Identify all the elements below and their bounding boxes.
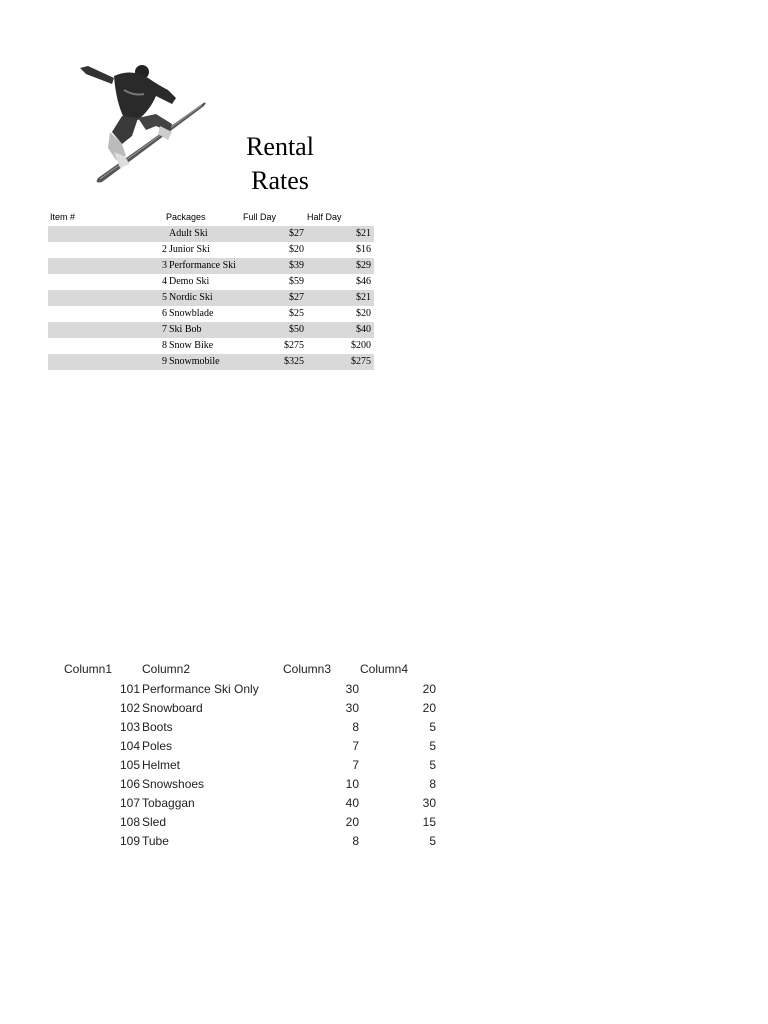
table-row bbox=[60, 756, 436, 775]
cell-column2: Helmet bbox=[142, 758, 181, 772]
cell-half-day: $200 bbox=[351, 340, 371, 351]
table-row bbox=[60, 774, 436, 793]
cell-column1: 102 bbox=[119, 701, 140, 716]
cell-column2: Performance Ski Only bbox=[142, 682, 259, 697]
cell-column3: 7 bbox=[352, 739, 359, 754]
cell-item-number: 3 bbox=[160, 258, 167, 274]
cell-column3: 40 bbox=[345, 795, 359, 810]
cell-column2: Tube bbox=[142, 833, 169, 848]
cell-column1: 103 bbox=[119, 720, 140, 735]
table-row bbox=[48, 274, 374, 290]
header-packages: Packages bbox=[166, 212, 206, 222]
header-item: Item # bbox=[50, 212, 76, 222]
header-column2: Column2 bbox=[142, 662, 191, 676]
cell-column4: 15 bbox=[422, 814, 436, 829]
cell-column2: Snowshoes bbox=[142, 776, 205, 791]
cell-column4: 5 bbox=[429, 833, 436, 848]
cell-column3: 20 bbox=[345, 814, 359, 829]
cell-package: Snow Bike bbox=[169, 340, 214, 351]
cell-half-day: $29 bbox=[304, 258, 374, 274]
title-line-1: Rental bbox=[246, 132, 314, 161]
cell-spacer bbox=[48, 258, 160, 274]
cell-half-day: $40 bbox=[304, 322, 374, 338]
rates-table-header bbox=[48, 211, 374, 225]
table-row bbox=[48, 226, 374, 242]
cell-half-day: $16 bbox=[356, 244, 371, 255]
cell-column1: 106 bbox=[119, 776, 140, 791]
cell-half-day: $275 bbox=[304, 354, 374, 370]
cell-column3: 30 bbox=[345, 682, 359, 697]
cell-half-day: $21 bbox=[304, 290, 374, 306]
table-row bbox=[48, 306, 374, 322]
cell-column3: 8 bbox=[352, 720, 359, 735]
cell-column3: 8 bbox=[352, 833, 359, 848]
cell-full-day: $59 bbox=[289, 276, 304, 287]
cell-column2: Poles bbox=[142, 739, 173, 754]
cell-spacer bbox=[48, 306, 160, 322]
cell-full-day: $20 bbox=[289, 244, 304, 255]
rental-rates-table bbox=[48, 226, 374, 370]
header-full-day: Full Day bbox=[243, 212, 277, 222]
cell-spacer bbox=[48, 274, 160, 290]
cell-half-day: $20 bbox=[356, 308, 371, 319]
table-row bbox=[48, 354, 374, 370]
cell-column4: 5 bbox=[429, 758, 436, 772]
cell-spacer bbox=[48, 338, 160, 354]
snowboarder-image bbox=[74, 60, 210, 184]
equipment-table bbox=[60, 680, 436, 850]
cell-column2: Sled bbox=[142, 814, 167, 829]
cell-column4: 20 bbox=[422, 682, 436, 697]
cell-column1: 104 bbox=[119, 739, 140, 754]
cell-full-day: $27 bbox=[251, 226, 304, 242]
table-row bbox=[48, 338, 374, 354]
cell-column3: 7 bbox=[352, 758, 359, 772]
cell-full-day: $275 bbox=[284, 340, 304, 351]
cell-column4: 8 bbox=[429, 776, 436, 791]
table-row bbox=[60, 793, 436, 812]
cell-package: Adult Ski bbox=[167, 226, 251, 242]
cell-column4: 30 bbox=[422, 795, 436, 810]
cell-package: Snowmobile bbox=[167, 354, 251, 370]
cell-half-day: $21 bbox=[304, 226, 374, 242]
header-column1: Column1 bbox=[64, 662, 113, 676]
table-row bbox=[60, 718, 436, 737]
cell-package: Ski Bob bbox=[167, 322, 251, 338]
equipment-table-header bbox=[0, 662, 500, 680]
cell-item-number: 2 bbox=[162, 244, 167, 255]
cell-package: Junior Ski bbox=[169, 244, 210, 255]
cell-full-day: $39 bbox=[251, 258, 304, 274]
cell-package: Snowblade bbox=[169, 308, 214, 319]
cell-item-number: 5 bbox=[160, 290, 167, 306]
header-column3: Column3 bbox=[283, 662, 332, 676]
cell-package: Demo Ski bbox=[169, 276, 210, 287]
cell-full-day: $325 bbox=[251, 354, 304, 370]
cell-column1: 101 bbox=[119, 682, 140, 697]
table-row bbox=[60, 737, 436, 756]
cell-item-number: 4 bbox=[162, 276, 167, 287]
table-row bbox=[48, 242, 374, 258]
cell-item-number: 9 bbox=[160, 354, 167, 370]
table-row bbox=[60, 699, 436, 718]
table-row bbox=[48, 290, 374, 306]
title-line-2: Rates bbox=[251, 166, 309, 195]
page-title bbox=[210, 130, 350, 198]
cell-spacer bbox=[48, 354, 160, 370]
cell-column4: 5 bbox=[429, 739, 436, 754]
cell-item-number bbox=[160, 226, 167, 242]
cell-spacer bbox=[48, 322, 160, 338]
cell-column3: 10 bbox=[345, 776, 359, 791]
cell-item-number: 8 bbox=[162, 340, 167, 351]
table-row bbox=[60, 812, 436, 831]
cell-column4: 20 bbox=[422, 701, 436, 716]
cell-column3: 30 bbox=[345, 701, 359, 716]
cell-spacer bbox=[48, 226, 160, 242]
cell-package: Nordic Ski bbox=[167, 290, 251, 306]
cell-column1: 108 bbox=[119, 814, 140, 829]
cell-column4: 5 bbox=[429, 720, 436, 735]
cell-half-day: $46 bbox=[356, 276, 371, 287]
table-row bbox=[48, 258, 374, 274]
cell-full-day: $27 bbox=[251, 290, 304, 306]
cell-full-day: $25 bbox=[289, 308, 304, 319]
cell-spacer bbox=[48, 242, 160, 258]
cell-package: Performance Ski bbox=[167, 258, 251, 274]
cell-column1: 107 bbox=[119, 795, 140, 810]
cell-item-number: 7 bbox=[160, 322, 167, 338]
table-row bbox=[60, 680, 436, 699]
table-row bbox=[60, 831, 436, 850]
cell-column2: Boots bbox=[142, 720, 173, 735]
cell-spacer bbox=[48, 290, 160, 306]
cell-column1: 105 bbox=[119, 758, 140, 772]
table-row bbox=[48, 322, 374, 338]
cell-full-day: $50 bbox=[251, 322, 304, 338]
cell-column1: 109 bbox=[119, 833, 140, 848]
cell-item-number: 6 bbox=[162, 308, 167, 319]
header-column4: Column4 bbox=[360, 662, 409, 676]
cell-column2: Snowboard bbox=[142, 701, 203, 716]
header-half-day: Half Day bbox=[307, 212, 342, 222]
cell-column2: Tobaggan bbox=[142, 795, 195, 810]
